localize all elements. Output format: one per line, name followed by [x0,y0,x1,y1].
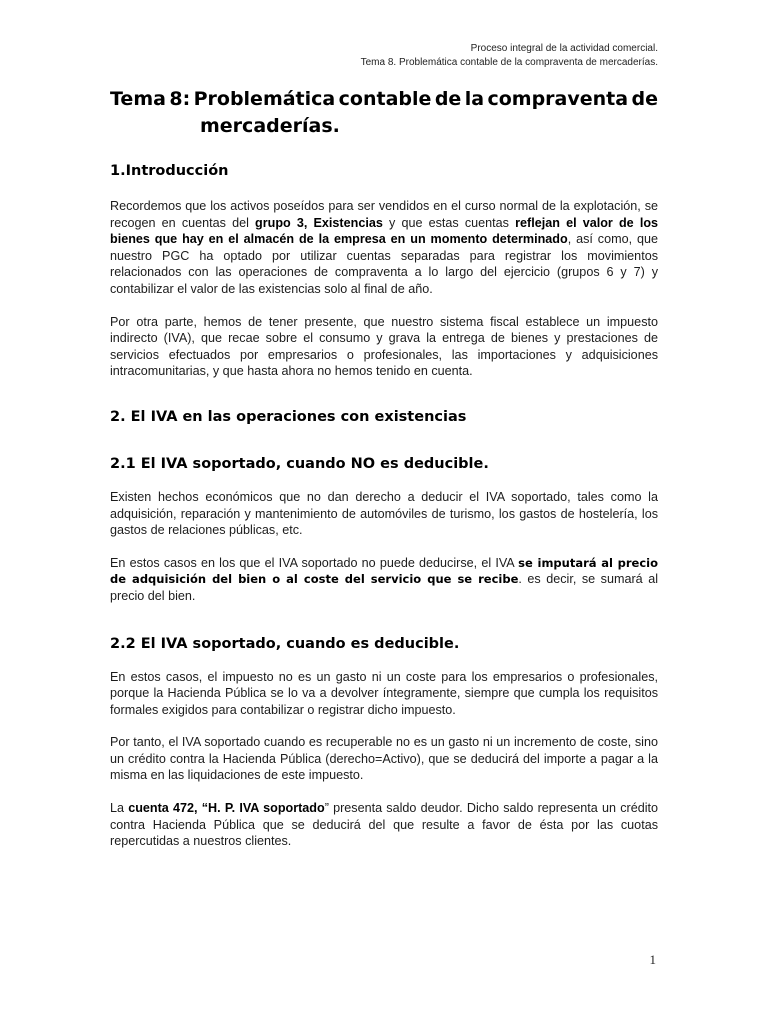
emphasis-text-run: se imputará al precio de adquisición del bien o al coste del servicio que se recibe [110,555,658,587]
section-heading-introduccion: 1.Introducción [110,163,229,179]
no-deducible-paragraph-2 [110,555,658,605]
intro-paragraph-1 [110,198,658,298]
bold-text-run: reflejan el valor de los bienes que hay en el almacén de la empresa en un momento determinado [110,215,659,247]
title-word: de [631,88,658,110]
title-word: Tema [110,88,166,110]
text-run: . es decir, se sumará al precio del bien. [110,572,659,603]
title-word: de [434,88,462,110]
text-run: La [110,801,129,816]
title-word: compraventa [487,88,629,110]
title-word: contable [338,88,432,110]
section-heading-iva-existencias: 2. El IVA en las operaciones con existencias [110,408,467,425]
title-word: la [464,88,485,110]
title-line-1 [110,86,658,113]
no-deducible-paragraph-1: Existen hechos económicos que no dan derecho a deducir el IVA soportado, tales como la adquisición, reparación y mantenimiento de automóviles de turismo, los gastos de hostelería, los gastos de relaciones públicas, etc. [110,489,658,538]
page-number: 1 [649,952,656,967]
title-line-2: mercaderías. [200,115,340,137]
deducible-paragraph-3 [110,800,658,850]
subsection-heading-iva-no-deducible: 2.1 El IVA soportado, cuando NO es deducible. [110,455,489,472]
bold-text-run: cuenta 472, “H. P. IVA soportado [128,801,325,816]
text-run: ” presenta saldo deudor. Dicho saldo representa un crédito contra Hacienda Pública que se deducirá del que resulte a favor de ésta por las cuotas repercutidas a nuestros clientes. [110,801,658,849]
text-run: Recordemos que los activos poseídos para ser vendidos en el curso normal de la explotación, se recogen en cuentas del [110,199,658,230]
deducible-paragraph-1: En estos casos, el impuesto no es un gasto ni un coste para los empresarios o profesionales, porque la Hacienda Pública se lo va a devolver íntegramente, siempre que cumpla los requisitos formales exigidos para contabilizar o registrar dicho impuesto. [110,669,658,717]
title-word: Problemática [193,88,336,110]
text-run: , así como, que nuestro PGC ha optado por utilizar cuentas separadas para registrar los movimientos relacionados con las operaciones de compraventa a lo largo del ejercicio (grupos 6 y 7) y contabilizar el valor de las existencias solo al final de año. [110,232,658,296]
intro-paragraph-2: Por otra parte, hemos de tener presente, que nuestro sistema fiscal establece un impuesto indirecto (IVA), que recae sobre el consumo y grava la entrega de bienes y prestaciones de servicios efectuados por empresarios o profesionales, las importaciones y adquisiciones intracomunitarias, y que hasta ahora no hemos tenido en cuenta. [110,314,658,379]
main-content [110,86,658,850]
text-run: En estos casos en los que el IVA soportado no puede deducirse, el IVA [110,555,519,570]
header-line-topic: Tema 8. Problemática contable de la compraventa de mercaderías. [360,57,658,68]
title-word: 8: [169,88,191,110]
deducible-paragraph-2: Por tanto, el IVA soportado cuando es recuperable no es un gasto ni un incremento de coste, sino un crédito contra la Hacienda Pública (derecho=Activo), que se deducirá del importe a pagar a la misma en las liquidaciones de este impuesto. [110,735,658,783]
bold-text-run: grupo 3, Existencias [255,215,383,230]
running-header [361,42,658,70]
header-line-course: Proceso integral de la actividad comercial. [470,43,658,54]
text-run: y que estas cuentas [382,215,516,230]
document-title [110,86,658,140]
subsection-heading-iva-deducible: 2.2 El IVA soportado, cuando es deducible. [110,635,460,652]
